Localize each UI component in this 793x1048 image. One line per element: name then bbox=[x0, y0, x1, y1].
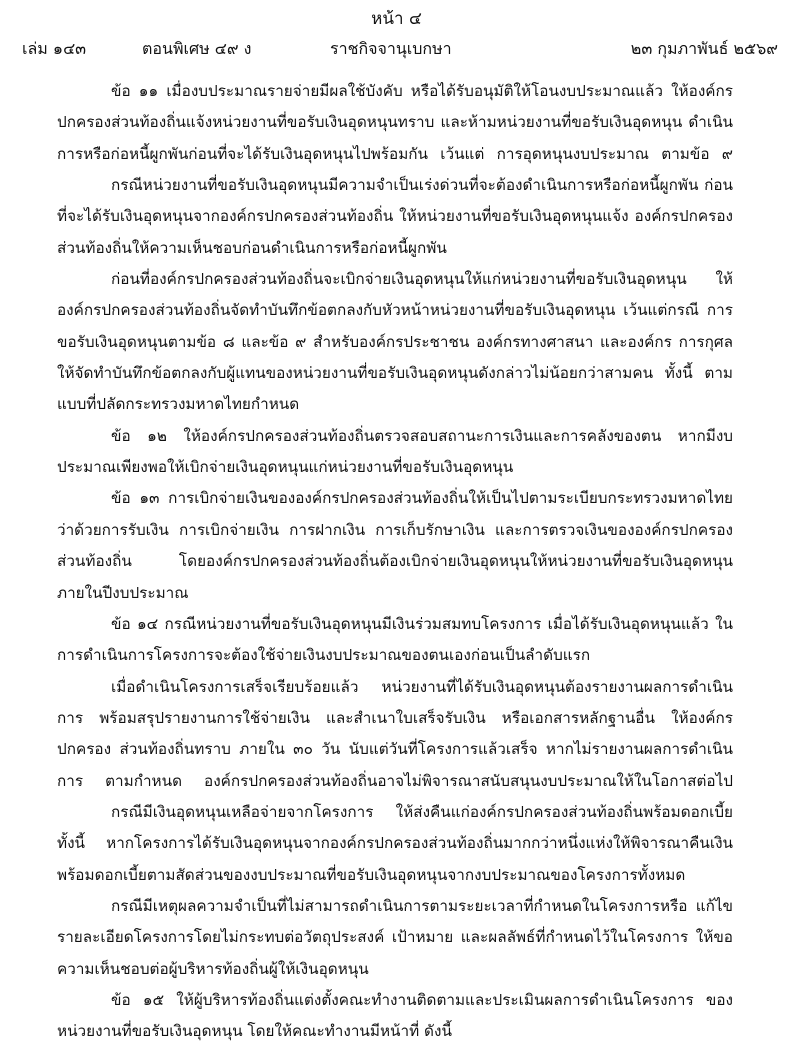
text-line: ในการดำเนินการโครงการจะต้องใช้จ่ายเงินงบประมาณของตนเองก่อนเป็นลำดับแรก bbox=[57, 614, 733, 665]
paragraph-agreement-record bbox=[57, 264, 733, 421]
text-line: กรณีมีเหตุผลความจำเป็นที่ไม่สามารถดำเนินการตามระยะเวลาที่กำหนดในโครงการหรือ bbox=[111, 896, 688, 915]
document-body bbox=[57, 76, 733, 1048]
section-number: ตอนพิเศษ ๔๙ ง bbox=[142, 39, 252, 58]
text-line: หากมีงบประมาณเพียงพอให้เบิกจ่ายเงินอุดหนุนแก่หน่วยงานที่ขอรับเงินอุดหนุน bbox=[57, 426, 733, 477]
text-line: ข้อ ๑๕ ให้ผู้บริหารท้องถิ่นแต่งตั้งคณะทำงานติดตามและประเมินผลการดำเนินโครงการ bbox=[111, 990, 694, 1009]
text-line: ทั้งนี้ ตามแบบที่ปลัดกระทรวงมหาดไทยกำหนด bbox=[57, 364, 733, 414]
gazette-header bbox=[22, 36, 778, 62]
text-line: ว่าด้วยการรับเงิน การเบิกจ่ายเงิน การฝากเงิน การเก็บรักษาเงิน และการตรวจเงินขององค์กรปกครอง bbox=[57, 520, 733, 539]
text-line: ดำเนินการหรือก่อหนี้ผูกพันก่อนที่จะได้รับเงินอุดหนุนไปพร้อมกัน เว้นแต่ การอุดหนุนงบประมาณ bbox=[57, 113, 733, 163]
text-line: การขอรับเงินอุดหนุนตามข้อ ๘ และข้อ ๙ สำหรับองค์กรประชาชน องค์กรทางศาสนา และองค์กร bbox=[57, 301, 733, 351]
text-line: ข้อ ๑๓ การเบิกจ่ายเงินขององค์กรปกครองส่วนท้องถิ่นให้เป็นไปตามระเบียบกระทรวงมหาดไทย bbox=[111, 489, 733, 508]
text-line: แก้ไขรายละเอียดโครงการโดยไม่กระทบต่อวัตถุประสงค์ เป้าหมาย และผลลัพธ์ที่กำหนดไว้ในโครงการ bbox=[57, 896, 733, 947]
clause-11 bbox=[57, 76, 733, 170]
text-line: ตามกำหนด องค์กรปกครองส่วนท้องถิ่นอาจไม่พิจารณาสนับสนุนงบประมาณให้ในโอกาสต่อไป bbox=[105, 771, 733, 790]
text-line: ให้องค์กรปกครองส่วนท้องถิ่นจัดทำบันทึกข้อตกลงกับหัวหน้าหน่วยงานที่ขอรับเงินอุดหนุน เว้นแต่กรณี bbox=[57, 270, 733, 320]
text-line: ส่วนท้องถิ่น โดยองค์กรปกครองส่วนท้องถิ่นต้องเบิกจ่ายเงินอุดหนุนให้หน่วยงานที่ขอรับเงินอุดหนุน bbox=[57, 552, 733, 571]
text-line: ทั้งนี้ หากโครงการได้รับเงินอุดหนุนจากองค์กรปกครองส่วนท้องถิ่นมากกว่าหนึ่งแห่งให้พิจารณาคืนเงิน bbox=[57, 834, 733, 853]
text-line: ก่อนที่จะได้รับเงินอุดหนุนจากองค์กรปกครองส่วนท้องถิ่น ให้หน่วยงานที่ขอรับเงินอุดหนุนแจ้ง bbox=[57, 176, 733, 226]
text-line: กรณีมีเงินอุดหนุนเหลือจ่ายจากโครงการ ให้ส่งคืนแก่องค์กรปกครองส่วนท้องถิ่นพร้อมดอกเบี้ย bbox=[111, 802, 733, 821]
paragraph-completion-report bbox=[57, 672, 733, 797]
text-line: การกุศลให้จัดทำบันทึกข้อตกลงกับผู้แทนของหน่วยงานที่ขอรับเงินอุดหนุนดังกล่าวไม่น้อยกว่าสามคน bbox=[57, 332, 733, 383]
text-line: พร้อมสรุปรายงานการใช้จ่ายเงิน และสำเนาใบเสร็จรับเงิน หรือเอกสารหลักฐานอื่น ให้องค์กรปกครอง bbox=[57, 708, 733, 759]
paragraph-schedule-change bbox=[57, 891, 733, 985]
clause-12 bbox=[57, 421, 733, 484]
text-line: ข้อ ๑๑ เมื่องบประมาณรายจ่ายมีผลใช้บังคับ หรือได้รับอนุมัติให้โอนงบประมาณแล้ว bbox=[111, 82, 663, 100]
text-line: ข้อ ๑๔ กรณีหน่วยงานที่ขอรับเงินอุดหนุนมีเงินร่วมสมทบโครงการ เมื่อได้รับเงินอุดหนุนแล้ว bbox=[111, 614, 709, 633]
clause-13 bbox=[57, 483, 733, 608]
text-line: เมื่อดำเนินโครงการเสร็จเรียบร้อยแล้ว หน่วยงานที่ได้รับเงินอุดหนุนต้องรายงานผลการดำเนินการ bbox=[57, 677, 733, 727]
text-line: ให้ขอความเห็นชอบต่อผู้บริหารท้องถิ่นผู้ให้เงินอุดหนุน bbox=[57, 928, 733, 978]
text-line: ส่วนท้องถิ่นทราบ ภายใน ๓๐ วัน นับแต่วันที่โครงการแล้วเสร็จ หากไม่รายงานผลการดำเนินการ bbox=[57, 740, 733, 790]
text-line: ข้อ ๑๒ ให้องค์กรปกครองส่วนท้องถิ่นตรวจสอบสถานะการเงินและการคลังของตน bbox=[111, 426, 662, 445]
text-line: ตามข้อ ๙ bbox=[661, 144, 733, 163]
paragraph-remaining-funds bbox=[57, 797, 733, 891]
paragraph-urgent-commitment bbox=[57, 170, 733, 264]
text-line: พร้อมดอกเบี้ยตามสัดส่วนของงบประมาณที่ขอรับเงินอุดหนุนจากงบประมาณของโครงการทั้งหมด bbox=[57, 865, 686, 884]
clause-15 bbox=[57, 985, 733, 1048]
text-line: กรณีหน่วยงานที่ขอรับเงินอุดหนุนมีความจำเป็นเร่งด่วนที่จะต้องดำเนินการหรือก่อหนี้ผูกพัน bbox=[111, 176, 699, 195]
text-line: ภายในปีงบประมาณ bbox=[57, 583, 189, 602]
text-line: ก่อนที่องค์กรปกครองส่วนท้องถิ่นจะเบิกจ่ายเงินอุดหนุนให้แก่หน่วยงานที่ขอรับเงินอุดหนุน bbox=[111, 270, 687, 289]
clause-14 bbox=[57, 609, 733, 672]
volume-number: เล่ม ๑๔๓ bbox=[22, 39, 87, 58]
text-line: ของหน่วยงานที่ขอรับเงินอุดหนุน โดยให้คณะทำงานมีหน้าที่ ดังนี้ bbox=[57, 990, 733, 1041]
page-number: หน้า ๔ bbox=[371, 9, 422, 29]
text-line: ให้องค์กรปกครองส่วนท้องถิ่นแจ้งหน่วยงานที่ขอรับเงินอุดหนุนทราบ และห้ามหน่วยงานที่ขอรับเงินอุดหนุน bbox=[57, 82, 733, 132]
publication-date: ๒๓ กุมภาพันธ์ ๒๕๖๙ bbox=[630, 39, 778, 58]
publication-title: ราชกิจจานุเบกษา bbox=[330, 39, 452, 58]
text-line: องค์กรปกครองส่วนท้องถิ่นให้ความเห็นชอบก่อนดำเนินการหรือก่อหนี้ผูกพัน bbox=[57, 207, 733, 257]
